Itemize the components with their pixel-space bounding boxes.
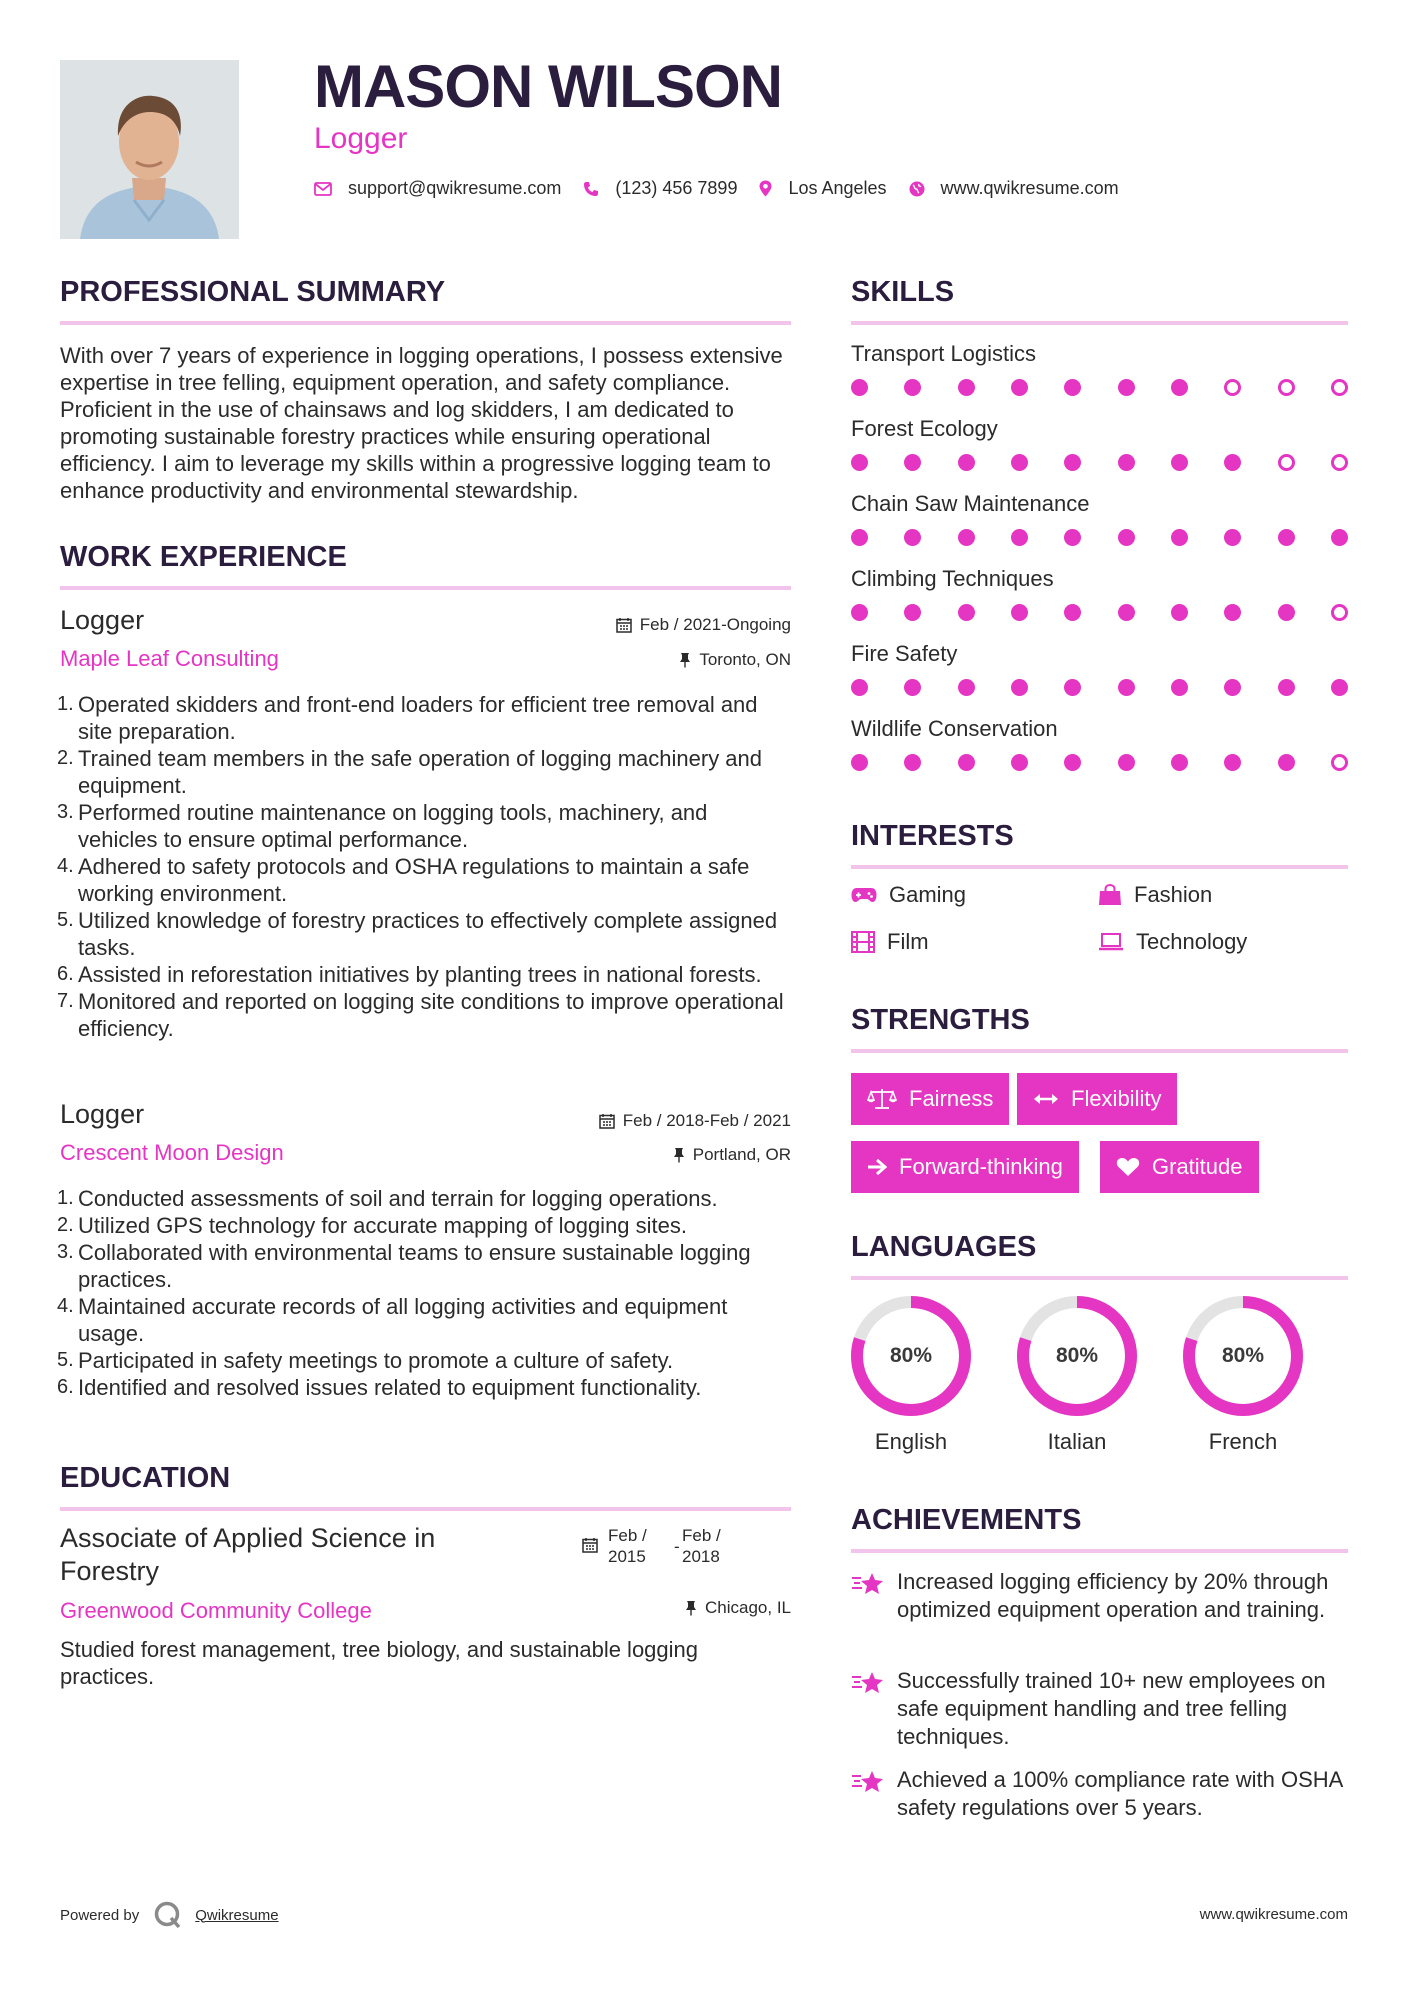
powered-by-text: Powered by <box>60 1906 140 1924</box>
language-item <box>850 1295 972 1455</box>
rating-dot-filled <box>1118 604 1135 621</box>
skill-name: Climbing Techniques <box>851 566 1054 591</box>
rating-dot-filled <box>1331 529 1348 546</box>
rating-dot-filled <box>1171 379 1188 396</box>
rating-dot-filled <box>904 604 921 621</box>
gamepad-icon <box>851 887 877 903</box>
education-section <box>60 1462 791 1511</box>
section-divider <box>60 321 791 325</box>
strength-label: Fairness <box>909 1086 994 1111</box>
education-start-date <box>608 1525 674 1567</box>
job-location <box>679 650 791 670</box>
rating-dot-filled <box>1171 604 1188 621</box>
list-item: Monitored and reported on logging site conditions to improve operational efficiency. <box>78 989 784 1041</box>
interest-technology <box>1098 929 1247 955</box>
skills-heading: SKILLS <box>851 276 955 308</box>
rating-dot-filled <box>958 454 975 471</box>
job-location-text: Portland, OR <box>692 1145 791 1164</box>
section-divider <box>851 865 1348 869</box>
achievement-item <box>851 1766 1348 1822</box>
languages-section <box>851 1231 1348 1280</box>
contact-phone[interactable] <box>583 178 737 199</box>
arrow-right-icon <box>867 1158 887 1176</box>
profile-photo <box>60 60 239 239</box>
rating-dot-filled <box>1011 529 1028 546</box>
interest-film <box>851 929 929 955</box>
date-part: 2015 <box>608 1547 646 1566</box>
job-dates <box>599 1111 791 1131</box>
heart-icon <box>1116 1157 1140 1177</box>
skill-rating <box>851 679 1348 696</box>
rating-dot-filled <box>1118 679 1135 696</box>
job-title: Logger <box>60 605 145 635</box>
degree-title: Associate of Applied Science in Forestry <box>60 1523 436 1586</box>
rating-dot-filled <box>851 754 868 771</box>
rating-dot-empty <box>1331 604 1348 621</box>
education-location <box>685 1598 791 1618</box>
list-item: Adhered to safety protocols and OSHA regulations to maintain a safe working environment. <box>78 854 750 906</box>
job-company: Crescent Moon Design <box>60 1140 284 1165</box>
rating-dot-filled <box>958 679 975 696</box>
list-item: Assisted in reforestation initiatives by planting trees in national forests. <box>78 962 762 987</box>
list-item: Operated skidders and front-end loaders for efficient tree removal and site preparation. <box>78 692 758 744</box>
strength-label: Flexibility <box>1071 1086 1162 1111</box>
rating-dot-filled <box>1171 679 1188 696</box>
language-percent: 80% <box>1055 1344 1099 1367</box>
strengths-heading: STRENGTHS <box>851 1004 1030 1036</box>
rating-dot-filled <box>1278 529 1295 546</box>
job-title: Logger <box>60 1099 145 1129</box>
rating-dot-filled <box>1171 529 1188 546</box>
skill-item <box>851 491 1348 566</box>
section-divider <box>60 586 791 590</box>
rating-dot-filled <box>1224 679 1241 696</box>
rating-dot-filled <box>851 454 868 471</box>
rating-dot-filled <box>1011 379 1028 396</box>
skill-name: Transport Logistics <box>851 341 1037 366</box>
achievement-text: Increased logging efficiency by 20% through optimized equipment operation and training. <box>897 1569 1329 1622</box>
rating-dot-filled <box>1011 754 1028 771</box>
brand-link[interactable]: Qwikresume <box>195 1906 279 1924</box>
rating-dot-filled <box>1064 604 1081 621</box>
experience-section <box>60 541 791 590</box>
job-company: Maple Leaf Consulting <box>60 646 279 671</box>
list-item: Collaborated with environmental teams to ensure sustainable logging practices. <box>78 1240 751 1292</box>
rating-dot-filled <box>1064 379 1081 396</box>
rating-dot-filled <box>1331 679 1348 696</box>
list-item: Maintained accurate records of all logging activities and equipment usage. <box>78 1294 728 1346</box>
job-dates-text: Feb / 2021-Ongoing <box>639 615 791 634</box>
job-dates-text: Feb / 2018-Feb / 2021 <box>622 1111 791 1130</box>
candidate-role: Logger <box>314 122 408 155</box>
strength-label: Forward-thinking <box>899 1154 1063 1179</box>
education-end-date <box>682 1525 721 1567</box>
rating-dot-empty <box>1331 379 1348 396</box>
skill-item <box>851 341 1348 416</box>
pushpin-icon <box>679 652 691 668</box>
rating-dot-filled <box>1224 454 1241 471</box>
rating-dot-filled <box>1064 454 1081 471</box>
rating-dot-filled <box>851 604 868 621</box>
interest-label: Fashion <box>1134 882 1213 907</box>
skill-rating <box>851 379 1348 396</box>
list-item: Participated in safety meetings to promote a culture of safety. <box>78 1348 674 1373</box>
languages-heading: LANGUAGES <box>851 1231 1037 1263</box>
strength-tag <box>1100 1141 1259 1193</box>
shopping-bag-icon <box>1098 884 1122 906</box>
contact-location <box>759 178 886 199</box>
strengths-section <box>851 1004 1348 1053</box>
qwikresume-logo-icon <box>153 1900 183 1930</box>
rating-dot-filled <box>958 754 975 771</box>
globe-icon <box>909 181 925 197</box>
achievement-item <box>851 1667 1348 1751</box>
rating-dot-filled <box>958 604 975 621</box>
rating-dot-filled <box>1171 754 1188 771</box>
summary-text: With over 7 years of experience in logging operations, I possess extensive expertise in tree felling, equipment operation, and safety compliance. Proficient in the use of chainsaws and log skidders, I am dedicated to promoting sustainable forestry practices while ensuring operational efficiency. I aim to leverage my skills within a progressive logging team to enhance productivity and environmental stewardship. <box>60 343 783 503</box>
skill-rating <box>851 754 1348 771</box>
interest-label: Film <box>887 929 929 954</box>
interest-gaming <box>851 882 966 908</box>
interest-fashion <box>1098 882 1212 908</box>
skills-section <box>851 276 1348 325</box>
shooting-star-icon <box>851 1570 885 1598</box>
skill-item <box>851 716 1348 791</box>
education-description: Studied forest management, tree biology, and sustainable logging practices. <box>60 1637 699 1689</box>
rating-dot-filled <box>851 379 868 396</box>
section-divider <box>851 1276 1348 1280</box>
rating-dot-filled <box>1278 754 1295 771</box>
section-divider <box>851 321 1348 325</box>
calendar-icon <box>582 1537 598 1553</box>
rating-dot-filled <box>851 529 868 546</box>
language-item <box>1182 1295 1304 1455</box>
footer-powered-by <box>60 1900 279 1930</box>
skill-rating <box>851 454 1348 471</box>
skill-rating <box>851 604 1348 621</box>
pushpin-icon <box>673 1147 685 1163</box>
calendar-icon <box>616 617 632 633</box>
language-name: French <box>1208 1429 1278 1454</box>
rating-dot-filled <box>1278 679 1295 696</box>
calendar-icon <box>599 1113 615 1129</box>
rating-dot-filled <box>904 679 921 696</box>
skill-item <box>851 641 1348 716</box>
shooting-star-icon <box>851 1768 885 1796</box>
rating-dot-filled <box>1224 604 1241 621</box>
list-item: Conducted assessments of soil and terrain for logging operations. <box>78 1186 718 1211</box>
contact-email[interactable] <box>314 178 561 199</box>
envelope-icon <box>314 182 332 196</box>
summary-heading: PROFESSIONAL SUMMARY <box>60 276 446 308</box>
rating-dot-filled <box>1118 454 1135 471</box>
rating-dot-filled <box>1011 454 1028 471</box>
rating-dot-filled <box>1224 529 1241 546</box>
rating-dot-filled <box>1278 604 1295 621</box>
skill-item <box>851 566 1348 641</box>
phone-icon <box>583 181 599 197</box>
rating-dot-filled <box>1171 454 1188 471</box>
list-item: Performed routine maintenance on logging tools, machinery, and vehicles to ensure optimal performance. <box>78 800 708 852</box>
rating-dot-filled <box>1011 604 1028 621</box>
rating-dot-empty <box>1331 754 1348 771</box>
date-part: Feb / <box>682 1526 721 1545</box>
person-portrait-icon <box>60 60 239 239</box>
contact-email-text: support@qwikresume.com <box>348 178 562 198</box>
language-ring <box>850 1295 972 1417</box>
rating-dot-filled <box>1011 679 1028 696</box>
rating-dot-filled <box>1118 379 1135 396</box>
rating-dot-empty <box>1278 454 1295 471</box>
date-part: 2018 <box>682 1547 720 1566</box>
contact-website[interactable] <box>909 178 1119 199</box>
list-item: Utilized knowledge of forestry practices to effectively complete assigned tasks. <box>78 908 778 960</box>
rating-dot-filled <box>851 679 868 696</box>
job-dates <box>616 615 791 635</box>
interests-section <box>851 820 1348 869</box>
contact-location-text: Los Angeles <box>788 178 887 198</box>
rating-dot-filled <box>904 379 921 396</box>
footer-website[interactable]: www.qwikresume.com <box>1199 1906 1348 1923</box>
contact-phone-text: (123) 456 7899 <box>615 178 738 198</box>
laptop-icon <box>1098 933 1124 951</box>
section-divider <box>851 1549 1348 1553</box>
language-item <box>1016 1295 1138 1455</box>
job-entry <box>60 605 791 1042</box>
skill-name: Forest Ecology <box>851 416 998 441</box>
education-heading: EDUCATION <box>60 1462 231 1494</box>
shooting-star-icon <box>851 1669 885 1697</box>
job-location-text: Toronto, ON <box>699 650 791 669</box>
section-divider <box>851 1049 1348 1053</box>
language-ring <box>1016 1295 1138 1417</box>
rating-dot-empty <box>1224 379 1241 396</box>
job-duties-list <box>60 1185 791 1401</box>
rating-dot-filled <box>1224 754 1241 771</box>
strength-tag <box>851 1141 1079 1193</box>
education-location-text: Chicago, IL <box>705 1598 791 1617</box>
list-item: Utilized GPS technology for accurate mapping of logging sites. <box>78 1213 687 1238</box>
candidate-name: MASON WILSON <box>314 53 782 120</box>
contact-website-text: www.qwikresume.com <box>940 178 1119 198</box>
skill-item <box>851 416 1348 491</box>
rating-dot-filled <box>1064 529 1081 546</box>
skill-name: Wildlife Conservation <box>851 716 1058 741</box>
strength-tag <box>851 1073 1009 1125</box>
school-name: Greenwood Community College <box>60 1598 372 1623</box>
skill-name: Fire Safety <box>851 641 958 666</box>
achievements-section <box>851 1504 1348 1553</box>
skills-list <box>851 341 1348 791</box>
job-entry <box>60 1099 791 1401</box>
arrows-horizontal-icon <box>1033 1092 1059 1106</box>
education-dates <box>582 1525 721 1567</box>
job-location <box>673 1145 791 1165</box>
rating-dot-filled <box>958 529 975 546</box>
job-duties-list <box>60 691 791 1042</box>
achievement-item <box>851 1568 1348 1624</box>
language-name: Italian <box>1047 1429 1107 1454</box>
interest-label: Gaming <box>889 882 967 907</box>
language-name: English <box>874 1429 948 1454</box>
film-icon <box>851 931 875 953</box>
date-separator: - <box>674 1537 680 1556</box>
summary-section <box>60 276 791 504</box>
rating-dot-empty <box>1278 379 1295 396</box>
contact-row <box>314 178 1141 199</box>
language-percent: 80% <box>1221 1344 1265 1367</box>
language-ring <box>1182 1295 1304 1417</box>
map-marker-icon <box>759 180 772 197</box>
strength-tag <box>1017 1073 1177 1125</box>
interests-heading: INTERESTS <box>851 820 1014 852</box>
rating-dot-filled <box>958 379 975 396</box>
date-part: Feb / <box>608 1526 647 1545</box>
rating-dot-empty <box>1331 454 1348 471</box>
balance-scale-icon <box>867 1088 897 1110</box>
list-item: Identified and resolved issues related to equipment functionality. <box>78 1375 702 1400</box>
rating-dot-filled <box>1064 754 1081 771</box>
experience-heading: WORK EXPERIENCE <box>60 541 347 573</box>
skill-name: Chain Saw Maintenance <box>851 491 1090 516</box>
section-divider <box>60 1507 791 1511</box>
rating-dot-filled <box>904 529 921 546</box>
education-entry <box>60 1522 791 1722</box>
rating-dot-filled <box>1118 754 1135 771</box>
rating-dot-filled <box>1064 679 1081 696</box>
achievement-text: Successfully trained 10+ new employees on safe equipment handling and tree felling techniques. <box>897 1668 1326 1749</box>
skill-rating <box>851 529 1348 546</box>
pushpin-icon <box>685 1600 697 1616</box>
interest-label: Technology <box>1136 929 1248 954</box>
rating-dot-filled <box>904 754 921 771</box>
rating-dot-filled <box>904 454 921 471</box>
achievement-text: Achieved a 100% compliance rate with OSHA safety regulations over 5 years. <box>897 1767 1343 1820</box>
strength-label: Gratitude <box>1152 1154 1243 1179</box>
achievements-heading: ACHIEVEMENTS <box>851 1504 1082 1536</box>
language-percent: 80% <box>889 1344 933 1367</box>
rating-dot-filled <box>1118 529 1135 546</box>
list-item: Trained team members in the safe operation of logging machinery and equipment. <box>78 746 763 798</box>
